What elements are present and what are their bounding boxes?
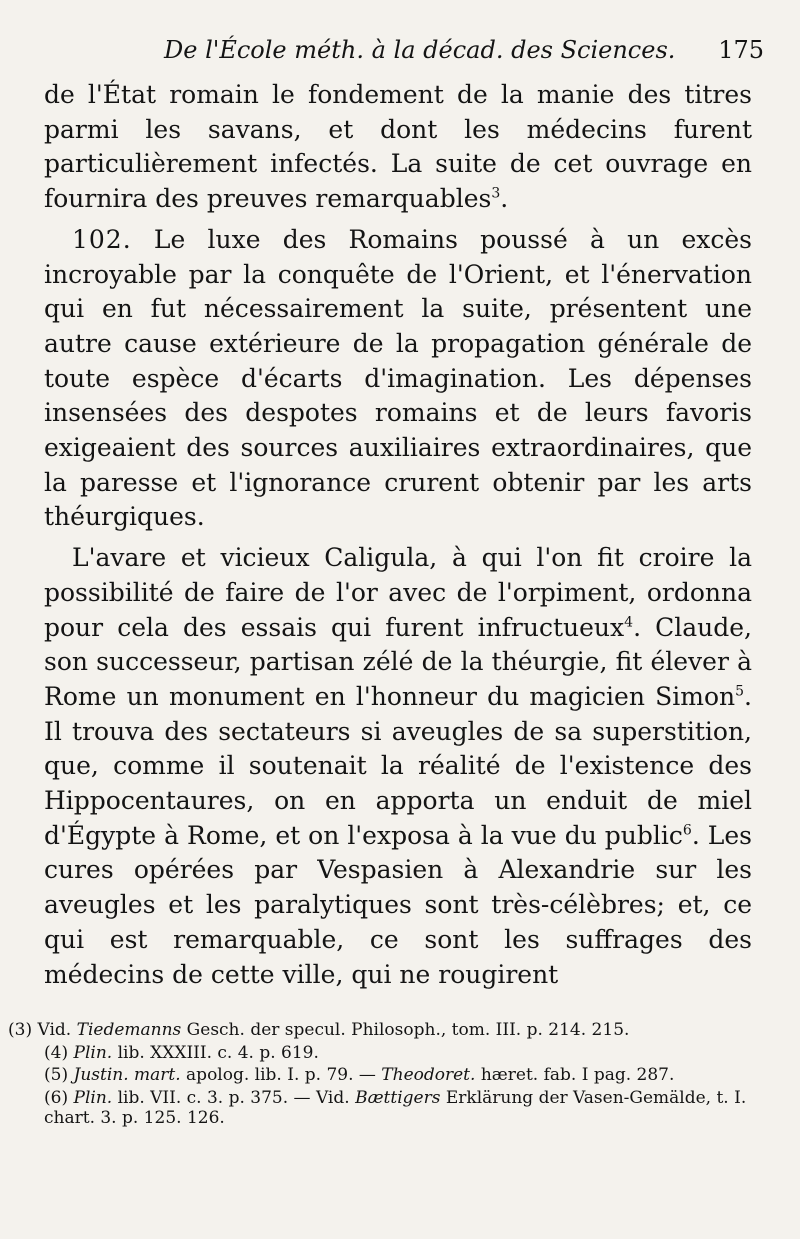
- footnote-text: Erklärung der Vasen-Gemälde, t. I. chart. 3. p. 125. 126.: [44, 1087, 747, 1128]
- footnote-ref-6: 6: [682, 822, 692, 839]
- footnote-3: [8, 1020, 756, 1041]
- paragraph-text: L'avare et vicieux Caligula, à qui l'on fit croire la possibilité de faire de l'or avec de l'orpiment, ordonna pour cela des essais qui furent infructueux: [44, 543, 752, 642]
- footnote-source: Plin.: [73, 1042, 113, 1063]
- footnote-5: [44, 1065, 756, 1086]
- paragraph-text: . Les cures opérées par Vespasien à Alexandrie sur les aveugles et les paralytiques sont très-célèbres; et, ce qui est remarquable, ce sont les suffrages des médecins de cette ville, qui ne rougirent: [44, 820, 753, 989]
- paragraph-text: Le luxe des Romains poussé à un excès incroyable par la conquête de l'Orient, et l'énervation qui en fut nécessairement la suite, présentent une autre cause extérieure de la propagation générale de toute espèce d'écarts d'imagination. Les dépenses insensées des despotes romains et de leurs favoris exigeaient des sources auxiliaires extraordinaires, que la paresse et l'ignorance crurent obtenir par les arts théurgiques.: [44, 224, 752, 532]
- footnote-text: hæret. fab. I pag. 287.: [480, 1065, 675, 1085]
- footnote-mark: (3): [8, 1020, 33, 1040]
- footnote-author: Bættigers: [355, 1087, 441, 1108]
- footnote-text: apolog. lib. I. p. 79. —: [186, 1065, 376, 1085]
- footnote-text: Vid.: [37, 1020, 72, 1040]
- footnote-ref-3: 3: [491, 185, 501, 202]
- footnote-6: [44, 1088, 756, 1129]
- main-text: [44, 78, 752, 992]
- footnote-source: Theodoret.: [381, 1065, 476, 1085]
- section-number: 102.: [72, 224, 132, 254]
- footnote-author: Tiedemanns: [76, 1020, 182, 1040]
- running-header: [164, 36, 764, 72]
- footnote-ref-4: 4: [624, 614, 634, 631]
- paragraph-continued: [44, 78, 752, 217]
- paragraph-text: . Il trouva des sectateurs si aveugles de sa superstition, que, comme il soutenait la réalité de l'existence des Hippocentaures, on en apporta un enduit de miel d'Égypte à Rome, et on l'exposa à la vue du public: [44, 681, 752, 850]
- footnote-text: lib. VII. c. 3. p. 375. — Vid.: [117, 1087, 350, 1108]
- page-number: 175: [718, 36, 764, 64]
- paragraph-text: . Claude, son successeur, partisan zélé de la théurgie, fit élever à Rome un monument en l'honneur du magicien Simon: [44, 612, 752, 711]
- footnote-text: lib. XXXIII. c. 4. p. 619.: [117, 1042, 319, 1063]
- paragraph-end: .: [500, 184, 509, 214]
- footnote-mark: (6): [44, 1087, 69, 1108]
- footnotes: [8, 1020, 756, 1131]
- footnote-source: Plin.: [73, 1087, 113, 1108]
- footnote-source: Justin. mart.: [73, 1065, 181, 1085]
- footnote-mark: (5): [44, 1065, 69, 1085]
- footnote-4: [44, 1043, 756, 1064]
- paragraph-caligula: [44, 541, 752, 992]
- footnote-text: Gesch. der specul. Philosoph., tom. III. p. 214. 215.: [186, 1020, 630, 1040]
- paragraph-text: de l'État romain le fondement de la manie des titres parmi les savans, et dont les médecins furent particulièrement infectés. La suite de cet ouvrage en fournira des preuves remarquables: [44, 80, 752, 214]
- paragraph-102: [44, 223, 752, 535]
- footnote-mark: (4): [44, 1042, 69, 1063]
- footnote-ref-5: 5: [735, 683, 745, 700]
- running-title: De l'École méth. à la décad. des Sciences.: [164, 36, 676, 64]
